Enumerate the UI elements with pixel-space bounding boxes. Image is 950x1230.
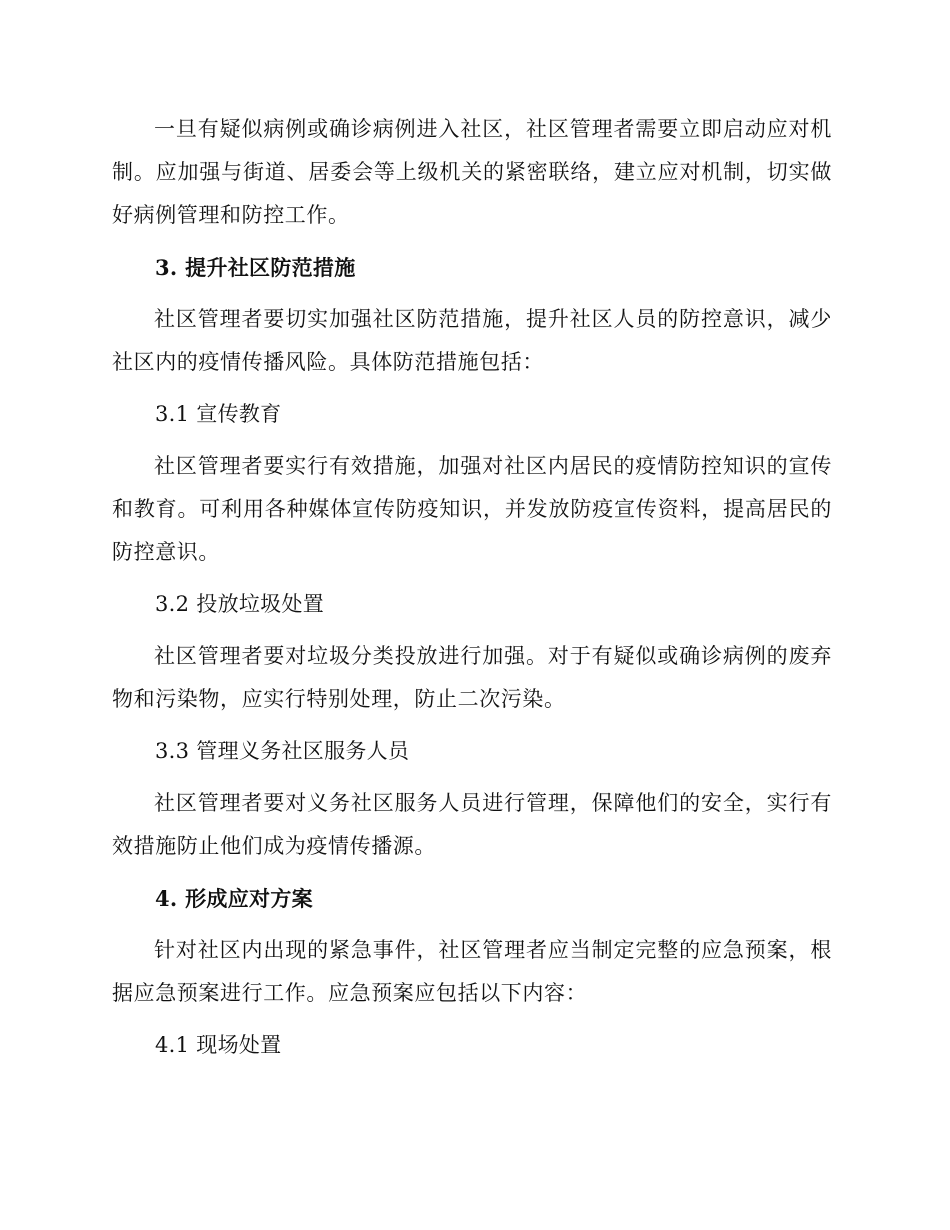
subsection-heading-3-3: 3.3 管理义务社区服务人员 [155, 739, 410, 763]
section-heading-4: 4. 形成应对方案 [155, 886, 313, 911]
subsection-heading-4-1: 4.1 现场处置 [155, 1033, 282, 1057]
subsection-heading-3-1: 3.1 宣传教育 [155, 402, 282, 426]
paragraph-waste-disposal: 社区管理者要对垃圾分类投放进行加强。对于有疑似或确诊病例的废弃物和污染物，应实行特别处理，防止二次污染。 [112, 644, 832, 711]
document-body [112, 108, 832, 1076]
paragraph-emergency-plan: 针对社区内出现的紧急事件，社区管理者应当制定完整的应急预案，根据应急预案进行工作。应急预案应包括以下内容： [112, 938, 832, 1005]
paragraph-prevention-measures: 社区管理者要切实加强社区防范措施，提升社区人员的防控意识，减少社区内的疫情传播风险。具体防范措施包括： [112, 307, 832, 374]
paragraph-volunteer-management: 社区管理者要对义务社区服务人员进行管理，保障他们的安全，实行有效措施防止他们成为疫情传播源。 [112, 791, 832, 858]
subsection-heading-3-2: 3.2 投放垃圾处置 [155, 592, 325, 616]
paragraph-publicity-education: 社区管理者要实行有效措施，加强对社区内居民的疫情防控知识的宣传和教育。可利用各种媒体宣传防疫知识，并发放防疫宣传资料，提高居民的防控意识。 [112, 454, 832, 564]
section-heading-3: 3. 提升社区防范措施 [155, 255, 356, 280]
paragraph-case-response: 一旦有疑似病例或确诊病例进入社区，社区管理者需要立即启动应对机制。应加强与街道、居委会等上级机关的紧密联络，建立应对机制，切实做好病例管理和防控工作。 [112, 117, 832, 227]
